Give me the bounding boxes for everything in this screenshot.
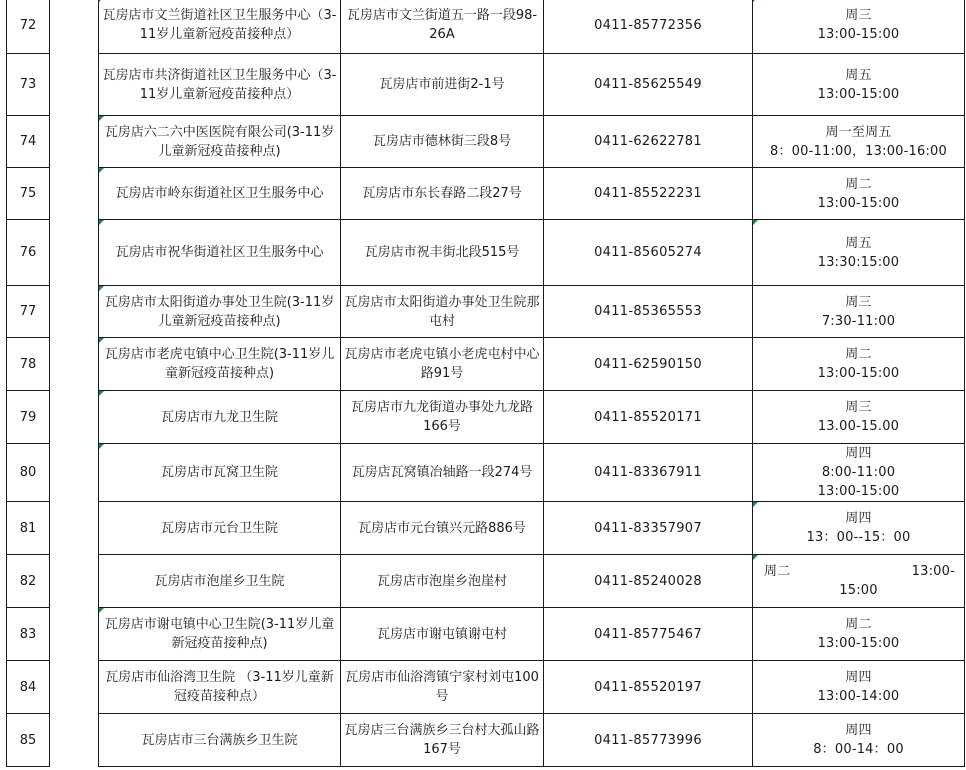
- cell-service-hours[interactable]: [753, 220, 965, 286]
- cell-empty[interactable]: [50, 444, 99, 502]
- service-time: 13:00-14:00: [817, 689, 900, 704]
- service-time: 13：00--15：00: [806, 530, 911, 545]
- cell-service-hours[interactable]: [753, 168, 965, 220]
- service-day: 周二: [845, 617, 872, 632]
- table-row: [7, 661, 965, 714]
- cell-service-hours[interactable]: [753, 54, 965, 116]
- cell-row-number[interactable]: 85: [7, 714, 50, 767]
- cell-site-name[interactable]: 瓦房店市共济街道社区卫生服务中心（3-11岁儿童新冠疫苗接种点）: [99, 54, 341, 116]
- cell-empty[interactable]: [50, 338, 99, 391]
- cell-site-name[interactable]: 瓦房店市三台满族乡卫生院: [99, 714, 341, 767]
- cell-site-address[interactable]: 瓦房店市九龙街道办事处九龙路166号: [341, 391, 544, 444]
- cell-row-number[interactable]: 80: [7, 444, 50, 502]
- cell-service-hours[interactable]: [753, 714, 965, 767]
- table-row: [7, 608, 965, 661]
- table-row: [7, 286, 965, 338]
- service-time: 13:00-15:00: [817, 195, 900, 211]
- service-day: 周二: [764, 564, 791, 579]
- service-day: 周五: [845, 67, 872, 83]
- table-row: [7, 444, 965, 502]
- cell-empty[interactable]: [50, 286, 99, 338]
- table-row: [7, 714, 965, 767]
- cell-service-hours[interactable]: [753, 444, 965, 502]
- cell-site-name[interactable]: 瓦房店市九龙卫生院: [99, 391, 341, 444]
- cell-empty[interactable]: [50, 391, 99, 444]
- cell-row-number[interactable]: 72: [7, 0, 50, 54]
- vaccination-sites-table: [6, 0, 965, 767]
- table-row: [7, 220, 965, 286]
- cell-empty[interactable]: [50, 714, 99, 767]
- table-row: [7, 168, 965, 220]
- cell-site-address[interactable]: 瓦房店市前进街2-1号: [341, 54, 544, 116]
- cell-site-address[interactable]: 瓦房店市仙浴湾镇宁家村刘屯100号: [341, 661, 544, 714]
- cell-row-number[interactable]: 81: [7, 502, 50, 555]
- cell-site-address[interactable]: 瓦房店市谢屯镇谢屯村: [341, 608, 544, 661]
- table-body: [7, 0, 965, 767]
- cell-phone[interactable]: 0411-85605274: [544, 220, 753, 286]
- cell-empty[interactable]: [50, 54, 99, 116]
- cell-site-address[interactable]: 瓦房店市泡崖乡泡崖村: [341, 555, 544, 608]
- cell-empty[interactable]: [50, 502, 99, 555]
- table-row: [7, 555, 965, 608]
- cell-row-number[interactable]: 78: [7, 338, 50, 391]
- service-time: 7:30-11:00: [821, 313, 896, 329]
- cell-row-number[interactable]: 76: [7, 220, 50, 286]
- cell-phone[interactable]: 0411-83367911: [544, 444, 753, 502]
- service-time: 13:30:15:00: [817, 254, 900, 270]
- service-time: 13:00-15:00: [817, 366, 900, 381]
- service-day: 周四: [845, 723, 872, 738]
- service-day: 周三: [845, 294, 872, 310]
- cell-site-address[interactable]: 瓦房店瓦窝镇冶轴路一段274号: [341, 444, 544, 502]
- cell-row-number[interactable]: 77: [7, 286, 50, 338]
- cell-site-name[interactable]: 瓦房店市元台卫生院: [99, 502, 341, 555]
- cell-site-name[interactable]: 瓦房店市仙浴湾卫生院 （3-11岁儿童新冠疫苗接种点）: [99, 661, 341, 714]
- cell-phone[interactable]: 0411-85773996: [544, 714, 753, 767]
- service-time: 8：00-14：00: [813, 742, 904, 757]
- cell-site-name[interactable]: 瓦房店市瓦窝卫生院: [99, 444, 341, 502]
- cell-site-address[interactable]: 瓦房店市元台镇兴元路886号: [341, 502, 544, 555]
- cell-site-name[interactable]: 瓦房店市老虎屯镇中心卫生院(3-11岁儿童新冠疫苗接种点): [99, 338, 341, 391]
- cell-site-address[interactable]: 瓦房店市太阳街道办事处卫生院那屯村: [341, 286, 544, 338]
- cell-row-number[interactable]: 75: [7, 168, 50, 220]
- cell-row-number[interactable]: 83: [7, 608, 50, 661]
- service-time: 13:00-15:00: [817, 636, 900, 651]
- table-row: [7, 338, 965, 391]
- cell-service-hours[interactable]: [753, 661, 965, 714]
- service-hours-text: [756, 562, 961, 600]
- cell-site-name[interactable]: 瓦房店市祝华街道社区卫生服务中心: [99, 220, 341, 286]
- service-time: 13:00-15:00: [817, 86, 900, 102]
- cell-empty[interactable]: [50, 661, 99, 714]
- service-time: 13:00-15:00: [817, 27, 900, 42]
- cell-site-name[interactable]: 瓦房店市泡崖乡卫生院: [99, 555, 341, 608]
- cell-empty[interactable]: [50, 220, 99, 286]
- cell-empty[interactable]: [50, 555, 99, 608]
- service-day: 周五: [845, 235, 872, 251]
- cell-site-address[interactable]: 瓦房店市德林街三段8号: [341, 116, 544, 168]
- service-day: 周三: [845, 8, 872, 23]
- cell-empty[interactable]: [50, 168, 99, 220]
- cell-row-number[interactable]: 82: [7, 555, 50, 608]
- cell-site-address[interactable]: 瓦房店市老虎屯镇小老虎屯村中心路91号: [341, 338, 544, 391]
- service-time: 13.00-15.00: [817, 419, 900, 434]
- cell-phone[interactable]: 0411-85625549: [544, 54, 753, 116]
- cell-empty[interactable]: [50, 116, 99, 168]
- table-row: [7, 0, 965, 54]
- cell-phone[interactable]: 0411-85775467: [544, 608, 753, 661]
- cell-phone[interactable]: 0411-85520171: [544, 391, 753, 444]
- service-day: 周二: [845, 176, 872, 192]
- cell-phone[interactable]: 0411-85522231: [544, 168, 753, 220]
- table-row: [7, 502, 965, 555]
- cell-site-name[interactable]: 瓦房店市文兰街道社区卫生服务中心（3-11岁儿童新冠疫苗接种点）: [99, 0, 341, 54]
- service-day: 周二: [845, 347, 872, 362]
- cell-service-hours[interactable]: [753, 391, 965, 444]
- service-day: 周四: [845, 670, 872, 685]
- service-day: 周三: [845, 400, 872, 415]
- cell-row-number[interactable]: 79: [7, 391, 50, 444]
- cell-phone[interactable]: 0411-85240028: [544, 555, 753, 608]
- cell-site-name[interactable]: 瓦房店市岭东街道社区卫生服务中心: [99, 168, 341, 220]
- cell-phone[interactable]: 0411-85772356: [544, 0, 753, 54]
- cell-site-name[interactable]: 瓦房店六二六中医医院有限公司(3-11岁儿童新冠疫苗接种点): [99, 116, 341, 168]
- cell-service-hours[interactable]: [753, 502, 965, 555]
- service-time: 8:00-11:00 13:00-15:00: [817, 465, 900, 499]
- service-time-wrap: 15:00: [839, 583, 878, 598]
- cell-row-number[interactable]: 73: [7, 54, 50, 116]
- cell-service-hours[interactable]: [753, 555, 965, 608]
- service-day: 周四: [845, 446, 872, 461]
- service-time: 13:00-: [911, 564, 955, 579]
- table-row: [7, 116, 965, 168]
- cell-phone[interactable]: 0411-85520197: [544, 661, 753, 714]
- cell-empty[interactable]: [50, 608, 99, 661]
- cell-service-hours[interactable]: [753, 338, 965, 391]
- service-day: 周四: [845, 511, 872, 526]
- cell-service-hours[interactable]: [753, 0, 965, 54]
- cell-site-name[interactable]: 瓦房店市太阳街道办事处卫生院(3-11岁儿童新冠疫苗接种点): [99, 286, 341, 338]
- service-day: 周一至周五: [825, 124, 892, 140]
- cell-row-number[interactable]: 84: [7, 661, 50, 714]
- service-time: 8：00-11:00，13:00-16:00: [770, 143, 947, 159]
- cell-empty[interactable]: [50, 0, 99, 54]
- table-row: [7, 54, 965, 116]
- cell-site-name[interactable]: 瓦房店市谢屯镇中心卫生院(3-11岁儿童新冠疫苗接种点): [99, 608, 341, 661]
- cell-site-address[interactable]: 瓦房店市文兰街道五一路一段98-26A: [341, 0, 544, 54]
- cell-phone[interactable]: 0411-85365553: [544, 286, 753, 338]
- table-row: [7, 391, 965, 444]
- cell-site-address[interactable]: 瓦房店市东长春路二段27号: [341, 168, 544, 220]
- cell-service-hours[interactable]: [753, 116, 965, 168]
- cell-phone[interactable]: 0411-62622781: [544, 116, 753, 168]
- cell-service-hours[interactable]: [753, 608, 965, 661]
- cell-site-address[interactable]: 瓦房店三台满族乡三台村大孤山路167号: [341, 714, 544, 767]
- cell-row-number[interactable]: 74: [7, 116, 50, 168]
- cell-site-address[interactable]: 瓦房店市祝丰街北段515号: [341, 220, 544, 286]
- cell-service-hours[interactable]: [753, 286, 965, 338]
- cell-phone[interactable]: 0411-83357907: [544, 502, 753, 555]
- service-hours-line: [756, 562, 961, 581]
- cell-phone[interactable]: 0411-62590150: [544, 338, 753, 391]
